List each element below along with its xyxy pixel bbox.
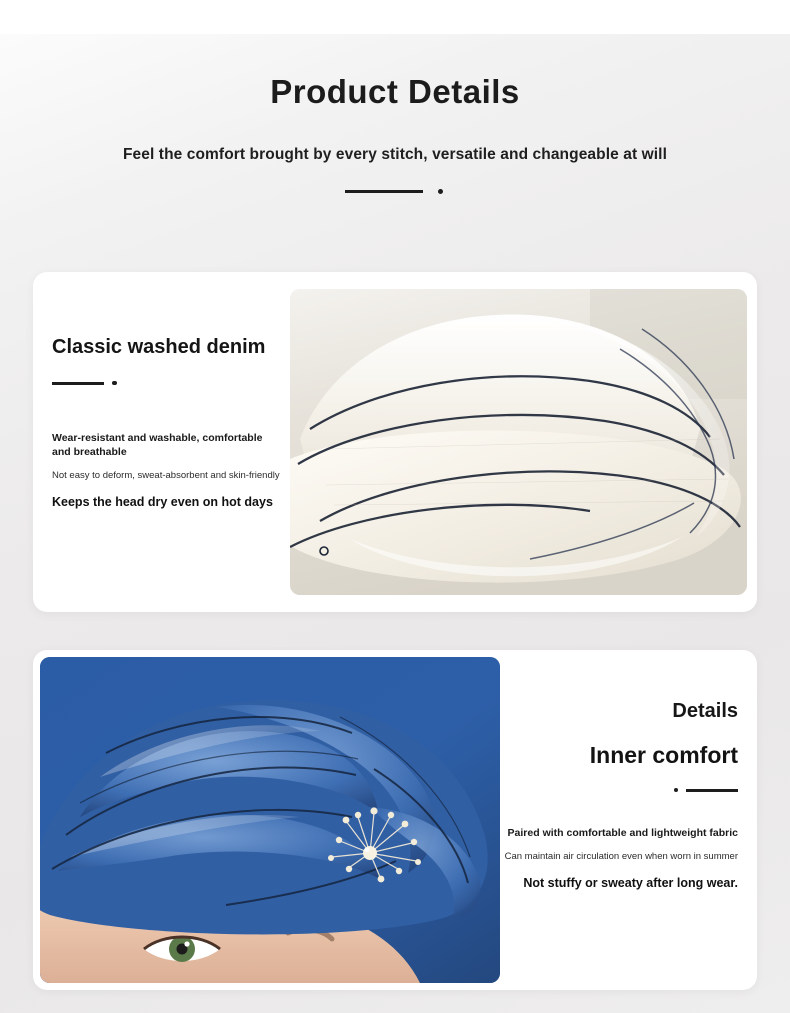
page-title: Product Details bbox=[270, 73, 520, 110]
card-one-title: Classic washed denim bbox=[52, 336, 266, 358]
page-subtitle: Feel the comfort brought by every stitch, versatile and changeable at will bbox=[122, 146, 667, 163]
detail-card-denim bbox=[33, 272, 757, 612]
card-one-bullet-1: Wear-resistant and washable, comfortable and breathable bbox=[52, 432, 263, 458]
page-header bbox=[0, 72, 790, 196]
blue-organza-hat-photo bbox=[40, 657, 500, 983]
divider-dot bbox=[674, 788, 679, 793]
card-two-title: Inner comfort bbox=[589, 742, 738, 768]
header-divider bbox=[345, 186, 445, 196]
card-one-bullet-3: Keeps the head dry even on hot days bbox=[52, 495, 273, 509]
detail-card-inner-comfort bbox=[33, 650, 757, 990]
divider-bar bbox=[345, 190, 423, 193]
white-organza-hat-photo bbox=[290, 289, 747, 595]
divider-dot bbox=[112, 381, 117, 386]
card-one-text-block bbox=[52, 334, 302, 511]
card-two-bullet-3: Not stuffy or sweaty after long wear. bbox=[523, 876, 738, 890]
card-two-text-block bbox=[468, 698, 738, 892]
card-two-label: Details bbox=[672, 700, 738, 722]
card-one-image bbox=[290, 289, 747, 595]
divider-bar bbox=[686, 789, 738, 792]
card-two-bullet-2: Can maintain air circulation even when worn in summer bbox=[504, 851, 738, 862]
card-two-bullet-1: Paired with comfortable and lightweight fabric bbox=[507, 827, 738, 839]
top-white-strip bbox=[0, 0, 790, 34]
card-one-bullet-2: Not easy to deform, sweat-absorbent and skin-friendly bbox=[52, 470, 280, 481]
divider-bar bbox=[52, 382, 104, 385]
card-one-divider bbox=[52, 379, 122, 387]
card-two-image bbox=[40, 657, 500, 983]
divider-dot bbox=[438, 189, 443, 194]
card-two-divider bbox=[668, 786, 738, 794]
